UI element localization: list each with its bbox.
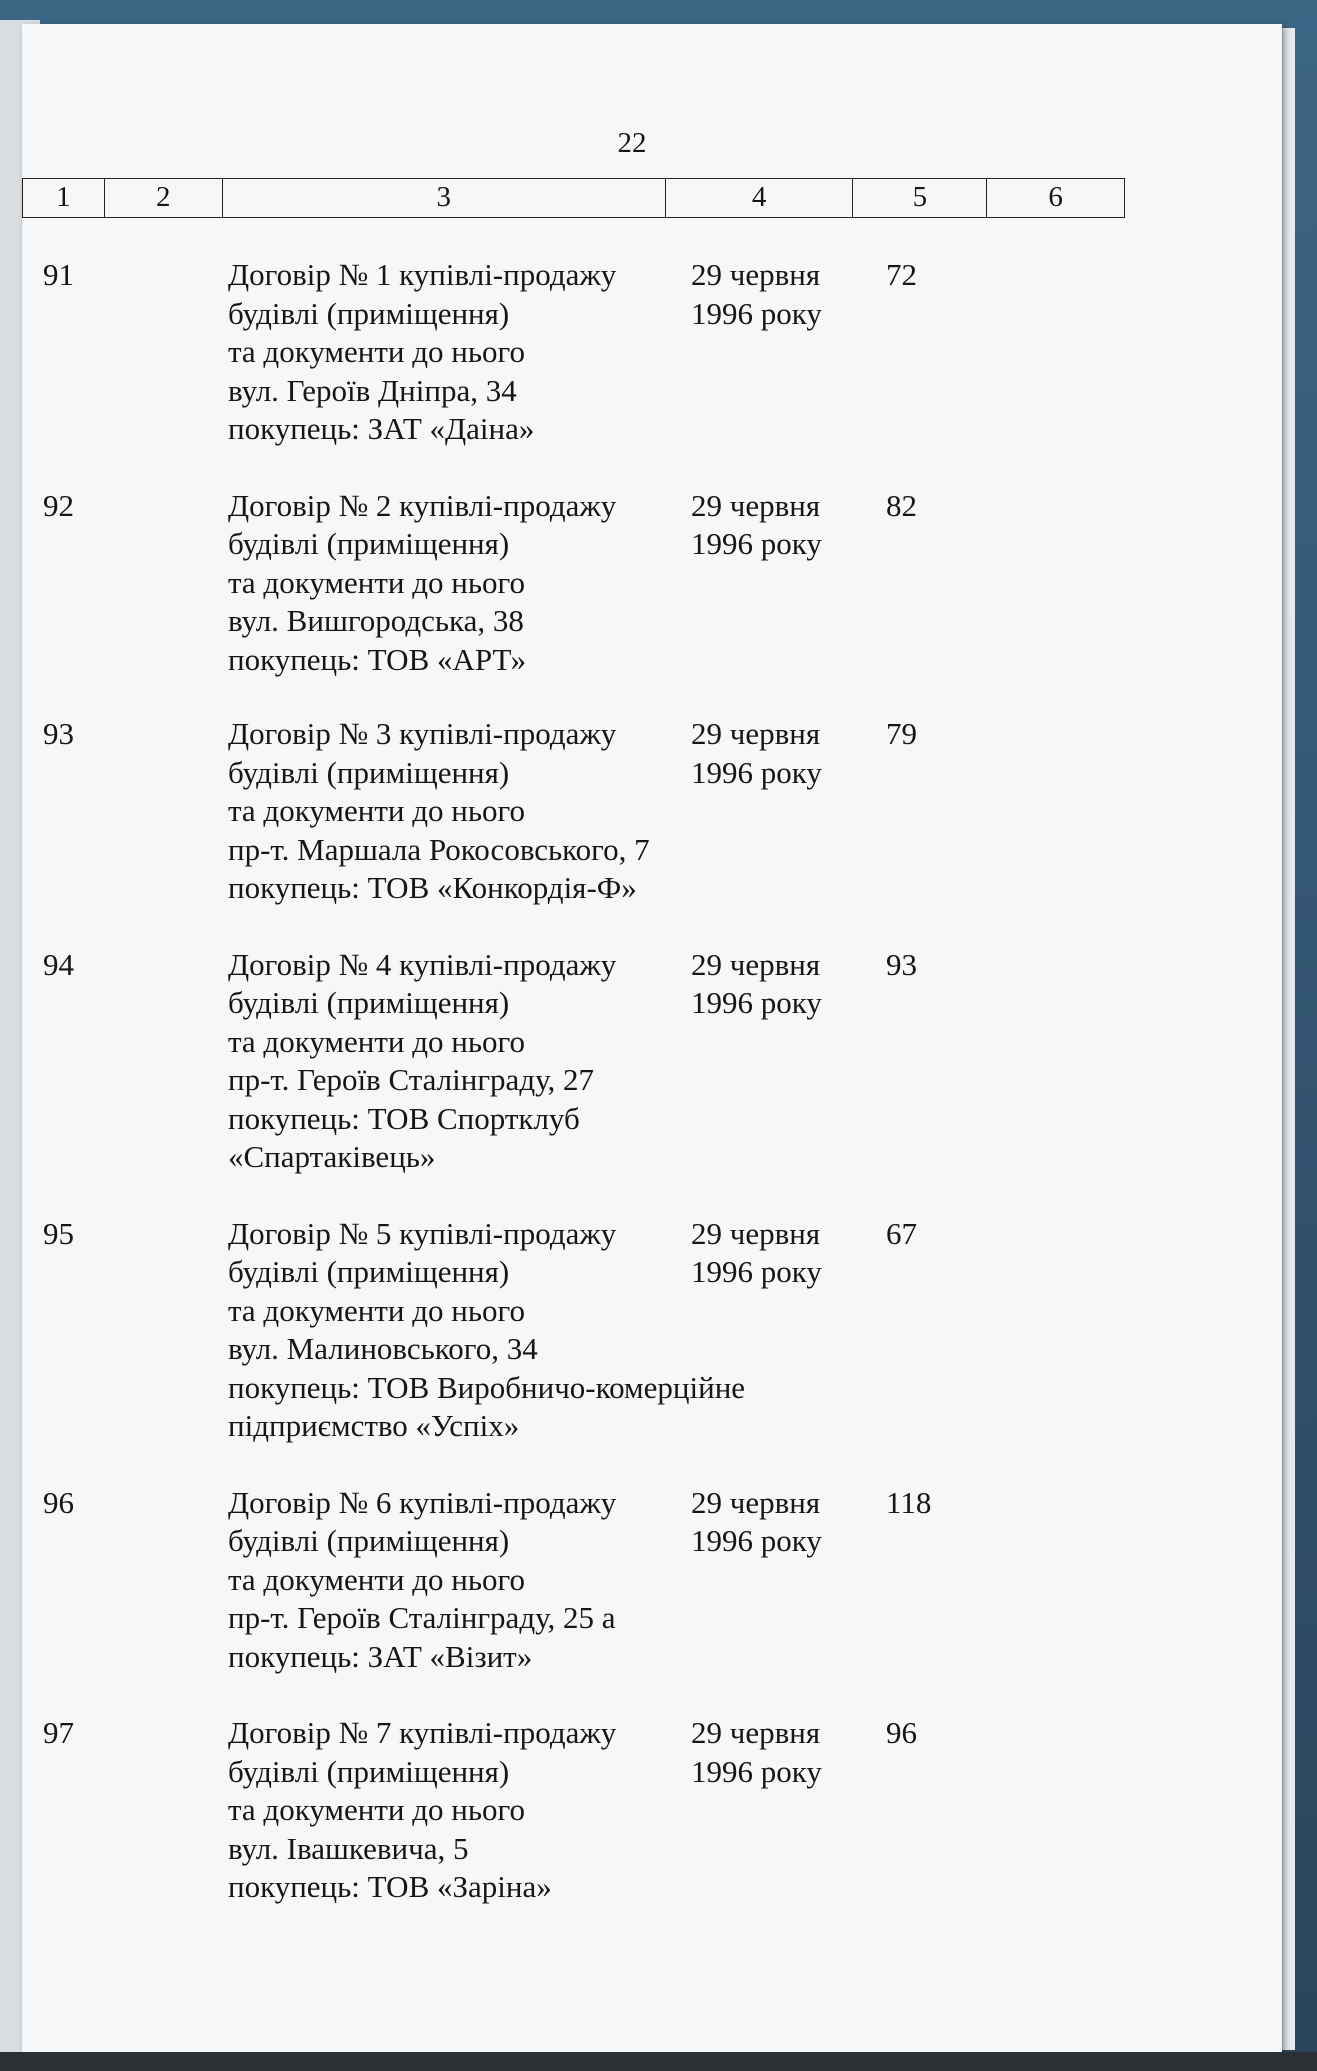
column-header: 3: [223, 179, 666, 217]
record-number: 94: [43, 946, 74, 982]
title-line: та документи до нього: [228, 564, 525, 600]
title-line: та документи до нього: [228, 1561, 525, 1597]
title-line: Договір № 4 купівлі-продажу: [228, 946, 617, 982]
table-row: [22, 487, 1242, 680]
column-header: 5: [853, 179, 987, 217]
table-row: [22, 946, 1242, 1177]
record-date: [678, 1714, 868, 1791]
title-line: будівлі (приміщення): [228, 1523, 510, 1558]
record-date: [678, 715, 868, 792]
title-line: будівлі (приміщення): [228, 295, 510, 331]
page-number: 22: [617, 127, 647, 159]
date-line: 1996 року: [691, 1254, 822, 1289]
title-line: Договір № 3 купівлі-продажу: [228, 716, 617, 751]
title-line: пр-т. Героїв Сталінграду, 25 а: [228, 1600, 616, 1635]
record-number: 93: [43, 716, 74, 751]
column-header: 4: [666, 179, 854, 217]
table-row: [22, 715, 1242, 908]
title-line: будівлі (приміщення): [228, 1753, 510, 1789]
title-line: будівлі (приміщення): [228, 985, 510, 1020]
record-number: 96: [43, 1484, 74, 1520]
title-line: покупець: ТОВ «Конкордія-Ф»: [228, 870, 637, 905]
page-edge: [1282, 28, 1295, 2050]
date-line: 29 червня: [691, 257, 821, 292]
record-title: [222, 487, 678, 680]
title-line: «Спартаківець»: [228, 1139, 436, 1174]
column-header: 1: [23, 179, 105, 217]
record-number: 97: [43, 1715, 74, 1750]
date-line: 29 червня: [691, 487, 821, 523]
bottom-surface: [0, 2052, 1317, 2071]
date-line: 29 червня: [691, 946, 821, 982]
column-header-row: [22, 178, 1125, 218]
title-line: будівлі (приміщення): [228, 526, 510, 561]
document-page: [22, 24, 1282, 2052]
title-line: будівлі (приміщення): [228, 1254, 510, 1289]
date-line: 29 червня: [691, 1215, 821, 1251]
record-title: [222, 1714, 678, 1907]
title-line: та документи до нього: [228, 1792, 525, 1827]
record-date: [678, 1484, 868, 1561]
column-header: 6: [1048, 181, 1063, 213]
column-header: 2: [105, 179, 223, 217]
title-line: покупець: ТОВ Спортклуб: [228, 1100, 580, 1136]
record-sheets: 96: [886, 1715, 917, 1750]
title-line: покупець: ЗАТ «Візит»: [228, 1638, 533, 1674]
title-line: покупець: ТОВ Виробничо-комерційне: [228, 1369, 746, 1405]
date-line: 1996 року: [691, 526, 822, 561]
title-line: вул. Івашкевича, 5: [228, 1830, 469, 1866]
title-line: покупець: ТОВ «АРТ»: [228, 641, 527, 677]
title-line: вул. Вишгородська, 38: [228, 603, 524, 638]
title-line: вул. Малиновського, 34: [228, 1331, 538, 1366]
record-title: [222, 256, 678, 449]
table-row: [22, 1714, 1242, 1907]
title-line: Договір № 1 купівлі-продажу: [228, 257, 617, 292]
title-line: та документи до нього: [228, 334, 525, 369]
record-title: [222, 946, 678, 1177]
record-date: [678, 487, 868, 564]
table-row: [22, 256, 1242, 449]
record-sheets: 118: [886, 1484, 932, 1520]
date-line: 29 червня: [691, 716, 821, 751]
title-line: будівлі (приміщення): [228, 754, 510, 790]
title-line: пр-т. Героїв Сталінграду, 27: [228, 1062, 594, 1097]
record-sheets: 67: [886, 1215, 917, 1251]
date-line: 29 червня: [691, 1484, 821, 1520]
record-title: [222, 1484, 678, 1677]
title-line: покупець: ЗАТ «Даіна»: [228, 411, 535, 446]
date-line: 1996 року: [691, 754, 822, 790]
record-title: [222, 715, 678, 908]
record-number: 95: [43, 1215, 74, 1251]
record-number: 91: [43, 257, 74, 292]
date-line: 1996 року: [691, 1753, 822, 1789]
date-line: 1996 року: [691, 985, 822, 1020]
date-line: 1996 року: [691, 295, 822, 331]
date-line: 1996 року: [691, 1523, 822, 1558]
record-sheets: 93: [886, 946, 917, 982]
record-date: [678, 946, 868, 1023]
record-sheets: 72: [886, 257, 917, 292]
title-line: та документи до нього: [228, 1023, 525, 1059]
record-date: [678, 256, 868, 333]
title-line: Договір № 6 купівлі-продажу: [228, 1484, 617, 1520]
record-date: [678, 1215, 868, 1292]
table-row: [22, 1484, 1242, 1677]
record-title: [222, 1215, 746, 1446]
date-line: 29 червня: [691, 1715, 821, 1750]
records-list: [22, 256, 1242, 1907]
title-line: підприємство «Успіх»: [228, 1408, 520, 1443]
title-line: та документи до нього: [228, 793, 525, 828]
record-sheets: 82: [886, 487, 917, 523]
table-row: [22, 1215, 1242, 1446]
title-line: Договір № 2 купівлі-продажу: [228, 487, 617, 523]
title-line: та документи до нього: [228, 1292, 525, 1328]
title-line: вул. Героїв Дніпра, 34: [228, 372, 517, 408]
title-line: Договір № 7 купівлі-продажу: [228, 1715, 617, 1750]
record-sheets: 79: [886, 716, 917, 751]
title-line: пр-т. Маршала Рокосовського, 7: [228, 831, 650, 867]
title-line: Договір № 5 купівлі-продажу: [228, 1215, 617, 1251]
title-line: покупець: ТОВ «Заріна»: [228, 1869, 552, 1904]
record-number: 92: [43, 487, 74, 523]
